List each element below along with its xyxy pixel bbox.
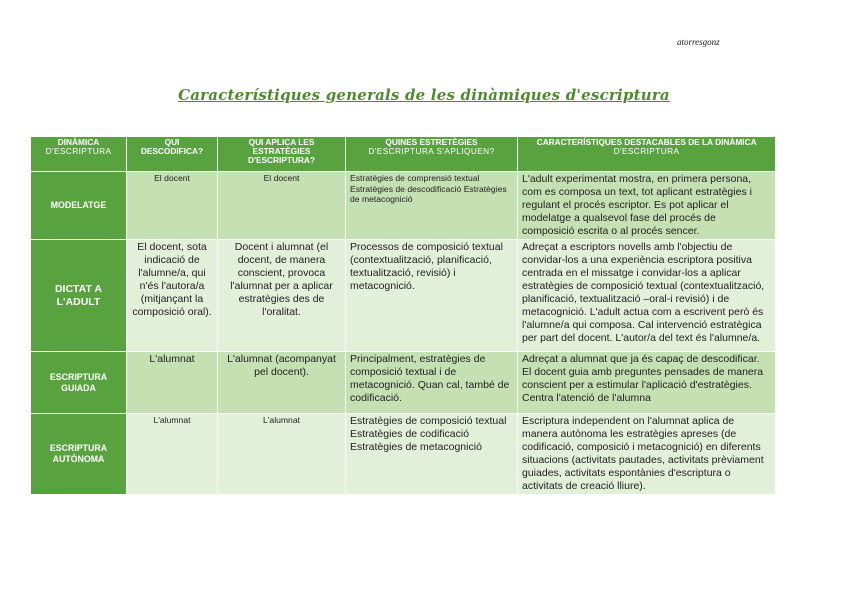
header-dynamic: DINÀMICA D'ESCRIPTURA — [31, 137, 127, 172]
who-decodes-cell: L'alumnat — [127, 414, 218, 495]
who-decodes-cell: L'alumnat — [127, 352, 218, 414]
strategies-cell: Processos de composició textual (contextualització, planificació, textualització, revisió) i metacognició. — [346, 240, 518, 352]
features-cell: L'adult experimentat mostra, en primera persona, com es composa un text, tot aplicant estratègies i regulant el procés escriptor. Es pot aplicar el modelatge a qualsevol fase del procés de composició escrita o al procés sencer. — [518, 172, 776, 240]
who-applies-cell: El docent — [218, 172, 346, 240]
header-who-applies: QUI APLICA LES ESTRATÈGIES D'ESCRIPTURA? — [218, 137, 346, 172]
who-applies-cell: L'alumnat (acompanyat pel docent). — [218, 352, 346, 414]
features-cell: Adreçat a escriptors novells amb l'objectiu de convidar-los a una experiència escriptora positiva centrada en el missatge i convidar-los a aplicar estratègies de composició textual (contextualització, planificació, textualització –oral-i revisió) i de metacognició. L'adult actua com a escrivent però és l'alumne/a qui composa. Cal intervenció estratègica per part del docent. L'autor/a del text és l'alumne/a. — [518, 240, 776, 352]
dynamic-cell: ESCRIPTURA AUTÒNOMA — [31, 414, 127, 495]
header-features: CARACTERÍSTIQUES DESTACABLES DE LA DINÀMICA D'ESCRIPTURA — [518, 137, 776, 172]
strategies-cell: Principalment, estratègies de composició textual i de metacognició. Quan cal, també de codificació. — [346, 352, 518, 414]
header-who-decodes: QUI DESCODIFICA? — [127, 137, 218, 172]
header-strategies: QUINES ESTRETÈGIES D'ESCRIPTURA S'APLIQUEN? — [346, 137, 518, 172]
who-applies-cell: L'alumnat — [218, 414, 346, 495]
author-name: atorresgonz — [677, 37, 720, 47]
page-title: Característiques generals de les dinàmiques d'escriptura — [178, 86, 670, 104]
table-row — [31, 172, 776, 240]
table-header-row — [31, 137, 776, 172]
dynamics-table — [30, 136, 776, 495]
table-row — [31, 240, 776, 352]
features-cell: Escriptura independent on l'alumnat aplica de manera autònoma les estratègies apreses (de codificació, composició i metacognició) en diferents situacions (activitats pautades, activitats prèviament guiades, activitats espontànies d'escriptura o activitats de creació lliure). — [518, 414, 776, 495]
features-cell: Adreçat a alumnat que ja és capaç de descodificar. El docent guia amb preguntes pensades de manera conscient per a estimular l'aplicació d'estratègies. Centra l'atenció de l'alumna — [518, 352, 776, 414]
strategies-cell: Estratègies de comprensió textual Estratègies de descodificació Estratègies de metacognició — [346, 172, 518, 240]
strategies-cell: Estratègies de composició textual Estratègies de codificació Estratègies de metacognició — [346, 414, 518, 495]
dynamic-cell: ESCRIPTURA GUIADA — [31, 352, 127, 414]
who-decodes-cell: El docent — [127, 172, 218, 240]
table-row — [31, 414, 776, 495]
who-decodes-cell: El docent, sota indicació de l'alumne/a, qui n'és l'autora/a (mitjançant la composició oral). — [127, 240, 218, 352]
dynamic-cell: DICTAT A L'ADULT — [31, 240, 127, 352]
table-row — [31, 352, 776, 414]
dynamic-cell: MODELATGE — [31, 172, 127, 240]
who-applies-cell: Docent i alumnat (el docent, de manera conscient, provoca l'alumnat per a aplicar estratègies des de l'oralitat. — [218, 240, 346, 352]
